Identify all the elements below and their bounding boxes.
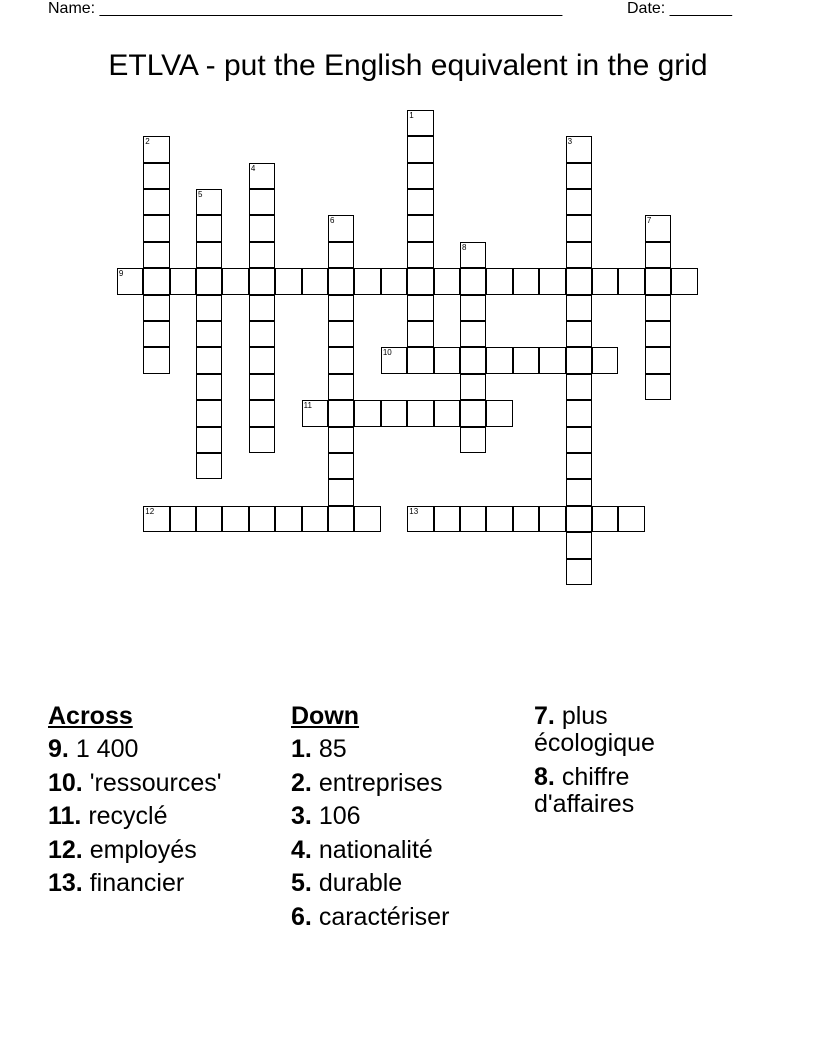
clue-number: 9. xyxy=(48,735,69,763)
grid-cell[interactable] xyxy=(645,321,671,347)
cell-number: 8 xyxy=(462,242,467,252)
clue-down-2 xyxy=(291,770,521,797)
grid-cell[interactable] xyxy=(592,268,618,294)
grid-cell[interactable] xyxy=(407,268,433,294)
clue-number: 8. xyxy=(534,762,555,791)
clue-text: nationalité xyxy=(318,835,433,864)
grid-cell[interactable] xyxy=(539,268,565,294)
grid-cell[interactable] xyxy=(328,321,354,347)
grid-cell[interactable] xyxy=(566,268,592,294)
grid-cell[interactable] xyxy=(566,347,592,373)
grid-cell[interactable] xyxy=(539,347,565,373)
clue-number: 5. xyxy=(291,869,312,897)
grid-cell[interactable] xyxy=(275,268,301,294)
grid-cell[interactable] xyxy=(328,215,354,241)
clue-number: 2. xyxy=(291,768,312,797)
grid-cell[interactable] xyxy=(618,506,644,532)
grid-cell[interactable] xyxy=(407,110,433,136)
grid-cell[interactable] xyxy=(460,268,486,294)
grid-cell[interactable] xyxy=(249,163,275,189)
grid-cell[interactable] xyxy=(143,215,169,241)
grid-cell[interactable] xyxy=(249,374,275,400)
grid-cell[interactable] xyxy=(566,242,592,268)
clue-text: caractériser xyxy=(318,902,450,931)
grid-cell[interactable] xyxy=(196,189,222,215)
date-line: Date: _______ xyxy=(627,0,732,17)
grid-cell[interactable] xyxy=(566,506,592,532)
grid-cell[interactable] xyxy=(566,400,592,426)
grid-cell[interactable] xyxy=(645,374,671,400)
grid-cell[interactable] xyxy=(302,268,328,294)
grid-cell[interactable] xyxy=(566,559,592,585)
grid-cell[interactable] xyxy=(486,347,512,373)
down-clues-continued xyxy=(534,703,734,824)
grid-cell[interactable] xyxy=(486,400,512,426)
clue-text: plus écologique xyxy=(534,702,655,757)
grid-cell[interactable] xyxy=(592,347,618,373)
grid-cell[interactable] xyxy=(645,295,671,321)
clue-across-10 xyxy=(48,770,278,797)
grid-cell[interactable] xyxy=(566,136,592,162)
grid-cell[interactable] xyxy=(249,189,275,215)
clue-text: chiffre d'affaires xyxy=(534,762,635,818)
clue-text: 85 xyxy=(318,735,347,763)
grid-cell[interactable] xyxy=(513,506,539,532)
grid-cell[interactable] xyxy=(143,163,169,189)
grid-cell[interactable] xyxy=(328,427,354,453)
clue-down-3 xyxy=(291,803,521,830)
grid-cell[interactable] xyxy=(196,453,222,479)
grid-cell[interactable] xyxy=(592,506,618,532)
grid-cell[interactable] xyxy=(196,400,222,426)
grid-cell[interactable] xyxy=(275,506,301,532)
page-title: ETLVA - put the English equivalent in the grid xyxy=(108,49,708,82)
clue-number: 4. xyxy=(291,835,312,864)
clue-down-7 xyxy=(534,703,734,757)
across-heading: Across xyxy=(48,702,133,730)
grid-cell[interactable] xyxy=(434,268,460,294)
grid-cell[interactable] xyxy=(354,268,380,294)
clue-down-5 xyxy=(291,870,521,897)
grid-cell[interactable] xyxy=(143,347,169,373)
grid-cell[interactable] xyxy=(645,347,671,373)
grid-cell[interactable] xyxy=(143,136,169,162)
clue-across-9 xyxy=(48,736,278,763)
name-line: Name: ____________________________________________________ xyxy=(48,0,563,17)
clue-text: 106 xyxy=(318,802,361,830)
grid-cell[interactable] xyxy=(566,453,592,479)
clue-across-11 xyxy=(48,803,278,830)
grid-cell[interactable] xyxy=(328,374,354,400)
clue-down-4 xyxy=(291,837,521,864)
clue-text: 1 400 xyxy=(75,735,139,763)
grid-cell[interactable] xyxy=(328,400,354,426)
grid-cell[interactable] xyxy=(407,295,433,321)
grid-cell[interactable] xyxy=(249,242,275,268)
cell-number: 12 xyxy=(145,506,155,516)
grid-cell[interactable] xyxy=(249,321,275,347)
grid-cell[interactable] xyxy=(381,268,407,294)
grid-cell[interactable] xyxy=(302,506,328,532)
grid-cell[interactable] xyxy=(434,506,460,532)
clue-text: employés xyxy=(89,835,197,864)
clue-down-8 xyxy=(534,764,734,818)
clue-across-13 xyxy=(48,870,278,897)
grid-cell[interactable] xyxy=(407,506,433,532)
cell-number: 9 xyxy=(118,269,124,279)
grid-cell[interactable] xyxy=(143,506,169,532)
grid-cell[interactable] xyxy=(222,268,248,294)
grid-cell[interactable] xyxy=(143,189,169,215)
down-heading: Down xyxy=(291,702,360,730)
grid-cell[interactable] xyxy=(328,347,354,373)
grid-cell[interactable] xyxy=(249,427,275,453)
cell-number: 10 xyxy=(382,348,392,358)
grid-cell[interactable] xyxy=(249,295,275,321)
grid-cell[interactable] xyxy=(328,453,354,479)
cell-number: 4 xyxy=(250,163,256,173)
grid-cell[interactable] xyxy=(460,347,486,373)
grid-cell[interactable] xyxy=(618,268,644,294)
grid-cell[interactable] xyxy=(328,268,354,294)
clue-text: durable xyxy=(318,869,403,897)
grid-cell[interactable] xyxy=(566,479,592,505)
grid-cell[interactable] xyxy=(143,295,169,321)
grid-cell[interactable] xyxy=(170,268,196,294)
grid-cell[interactable] xyxy=(196,347,222,373)
cell-number: 3 xyxy=(567,137,573,147)
clue-text: financier xyxy=(89,869,185,897)
grid-cell[interactable] xyxy=(513,347,539,373)
grid-cell[interactable] xyxy=(407,215,433,241)
clue-text: recyclé xyxy=(88,802,168,830)
grid-cell[interactable] xyxy=(196,506,222,532)
grid-cell[interactable] xyxy=(645,242,671,268)
grid-cell[interactable] xyxy=(645,215,671,241)
grid-cell[interactable] xyxy=(486,506,512,532)
clue-down-1 xyxy=(291,736,521,763)
grid-cell[interactable] xyxy=(407,321,433,347)
grid-cell[interactable] xyxy=(381,347,407,373)
grid-cell[interactable] xyxy=(460,374,486,400)
clue-number: 3. xyxy=(291,802,312,830)
clue-text: 'ressources' xyxy=(89,768,222,797)
clue-number: 6. xyxy=(291,902,312,931)
grid-cell[interactable] xyxy=(460,295,486,321)
grid-cell[interactable] xyxy=(407,136,433,162)
cell-number: 13 xyxy=(409,506,419,516)
grid-cell[interactable] xyxy=(143,268,169,294)
grid-cell[interactable] xyxy=(566,532,592,558)
grid-cell[interactable] xyxy=(328,242,354,268)
grid-cell[interactable] xyxy=(354,506,380,532)
grid-cell[interactable] xyxy=(671,268,697,294)
grid-cell[interactable] xyxy=(566,215,592,241)
cell-number: 6 xyxy=(330,216,335,226)
grid-cell[interactable] xyxy=(407,242,433,268)
grid-cell[interactable] xyxy=(196,295,222,321)
cell-number: 2 xyxy=(145,137,150,147)
grid-cell[interactable] xyxy=(434,347,460,373)
clue-number: 12. xyxy=(48,835,83,864)
clue-text: entreprises xyxy=(318,768,443,797)
clue-number: 11. xyxy=(48,802,82,830)
grid-cell[interactable] xyxy=(486,268,512,294)
grid-cell[interactable] xyxy=(196,215,222,241)
clue-number: 13. xyxy=(48,869,83,897)
grid-cell[interactable] xyxy=(249,215,275,241)
grid-cell[interactable] xyxy=(328,479,354,505)
grid-cell[interactable] xyxy=(249,347,275,373)
grid-cell[interactable] xyxy=(566,427,592,453)
clue-number: 7. xyxy=(534,702,555,730)
grid-cell[interactable] xyxy=(645,268,671,294)
grid-cell[interactable] xyxy=(249,400,275,426)
clue-down-6 xyxy=(291,904,521,931)
grid-cell[interactable] xyxy=(196,321,222,347)
cell-number: 7 xyxy=(646,216,652,226)
grid-cell[interactable] xyxy=(460,321,486,347)
grid-cell[interactable] xyxy=(566,374,592,400)
grid-cell[interactable] xyxy=(196,268,222,294)
clue-number: 1. xyxy=(291,735,312,763)
grid-cell[interactable] xyxy=(460,427,486,453)
grid-cell[interactable] xyxy=(460,242,486,268)
grid-cell[interactable] xyxy=(513,268,539,294)
grid-cell[interactable] xyxy=(249,506,275,532)
grid-cell[interactable] xyxy=(196,242,222,268)
cell-number: 5 xyxy=(198,190,203,200)
grid-cell[interactable] xyxy=(434,400,460,426)
grid-cell[interactable] xyxy=(170,506,196,532)
grid-cell[interactable] xyxy=(196,374,222,400)
grid-cell[interactable] xyxy=(381,400,407,426)
grid-cell[interactable] xyxy=(143,321,169,347)
grid-cell[interactable] xyxy=(539,506,565,532)
grid-cell[interactable] xyxy=(566,189,592,215)
cell-number: 11 xyxy=(303,401,312,411)
clue-number: 10. xyxy=(48,768,83,797)
grid-cell[interactable] xyxy=(328,295,354,321)
grid-cell[interactable] xyxy=(222,506,248,532)
grid-cell[interactable] xyxy=(302,400,328,426)
grid-cell[interactable] xyxy=(566,163,592,189)
grid-cell[interactable] xyxy=(143,242,169,268)
down-clues xyxy=(291,703,521,937)
grid-cell[interactable] xyxy=(354,400,380,426)
grid-cell[interactable] xyxy=(566,295,592,321)
across-clues xyxy=(48,703,278,904)
grid-cell[interactable] xyxy=(407,163,433,189)
grid-cell[interactable] xyxy=(328,506,354,532)
grid-cell[interactable] xyxy=(460,506,486,532)
grid-cell[interactable] xyxy=(407,347,433,373)
grid-cell[interactable] xyxy=(407,189,433,215)
grid-cell[interactable] xyxy=(407,400,433,426)
grid-cell[interactable] xyxy=(249,268,275,294)
clue-across-12 xyxy=(48,837,278,864)
grid-cell[interactable] xyxy=(117,268,143,294)
grid-cell[interactable] xyxy=(566,321,592,347)
grid-cell[interactable] xyxy=(460,400,486,426)
cell-number: 1 xyxy=(409,110,414,120)
grid-cell[interactable] xyxy=(196,427,222,453)
